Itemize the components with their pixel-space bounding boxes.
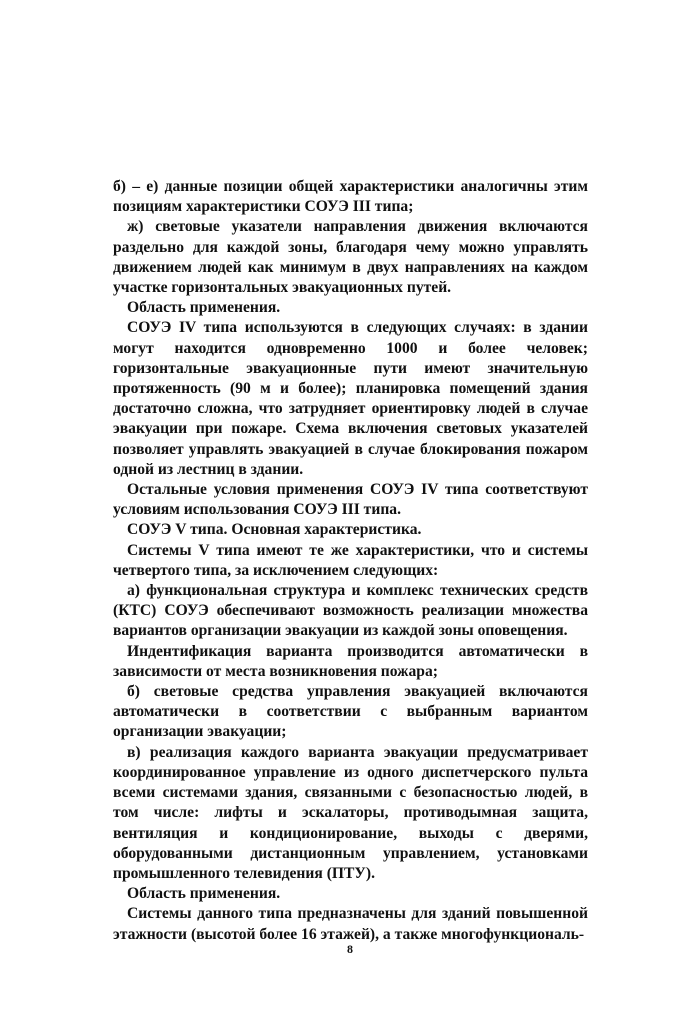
paragraph-a-structure: а) функциональная структура и комплекс технических средств (КТС) СОУЭ обеспечивают возможность реализации множества вариантов организации эвакуации из каждой зоны оповещения.: [113, 582, 588, 640]
body-text: [113, 177, 588, 945]
heading-soue-v: СОУЭ V типа. Основная характеристика.: [127, 521, 422, 539]
paragraph-zh-light-indicators: ж) световые указатели направления движения включаются раздельно для каждой зоны, благодаря чему можно управлять движением людей как минимум в двух направлениях на каждом участке горизонтальных эвакуационных путей.: [113, 218, 588, 297]
paragraph-soue-v-intro: Системы V типа имеют те же характеристики, что и системы четвертого типа, за исключением следующих:: [113, 541, 588, 579]
page-number: 8: [347, 942, 353, 956]
paragraph-soue-v-buildings: Системы данного типа предназначены для зданий повышенной этажности (высотой более 16 этажей), а также многофункциональ-: [113, 905, 588, 943]
heading-scope-iv: Область применения.: [127, 299, 281, 317]
paragraph-v-coordination: в) реализация каждого варианта эвакуации предусматривает координированное управление из одного диспетчерского пульта всеми системами здания, связанными с безопасностью людей, в том числе: лифты и эскалаторы, противодымная защита, вентиляция и кондиционирование, выходы с дверями, оборудованными дистанционным управлением, установками промышленного телевидения (ПТУ).: [113, 743, 588, 882]
paragraph-soue-iv-other-conditions: Остальные условия применения СОУЭ IV типа соответствуют условиям использования СОУЭ III типа.: [113, 481, 588, 519]
paragraph-identification: Индентификация варианта производится автоматически в зависимости от места возникновения пожара;: [113, 642, 588, 680]
paragraph-soue-iv-usage: СОУЭ IV типа используются в следующих случаях: в здании могут находится одновременно 1000 и более человек; горизонтальные эвакуационные пути имеют значительную протяженность (90 м и более); планировка помещений здания достаточно сложна, что затрудняет ориентировку людей в случае эвакуации при пожаре. Схема включения световых указателей позволяет управлять эвакуацией в случае блокирования пожаром одной из лестниц в здании.: [113, 319, 588, 478]
heading-scope-v: Область применения.: [127, 885, 281, 903]
paragraph-b-e-positions: б) – е) данные позиции общей характеристики аналогичны этим позициям характеристики СОУЭ III типа;: [113, 178, 588, 216]
paragraph-b-light-means: б) световые средства управления эвакуацией включаются автоматически в соответствии с выбранным вариантом организации эвакуации;: [113, 683, 588, 741]
